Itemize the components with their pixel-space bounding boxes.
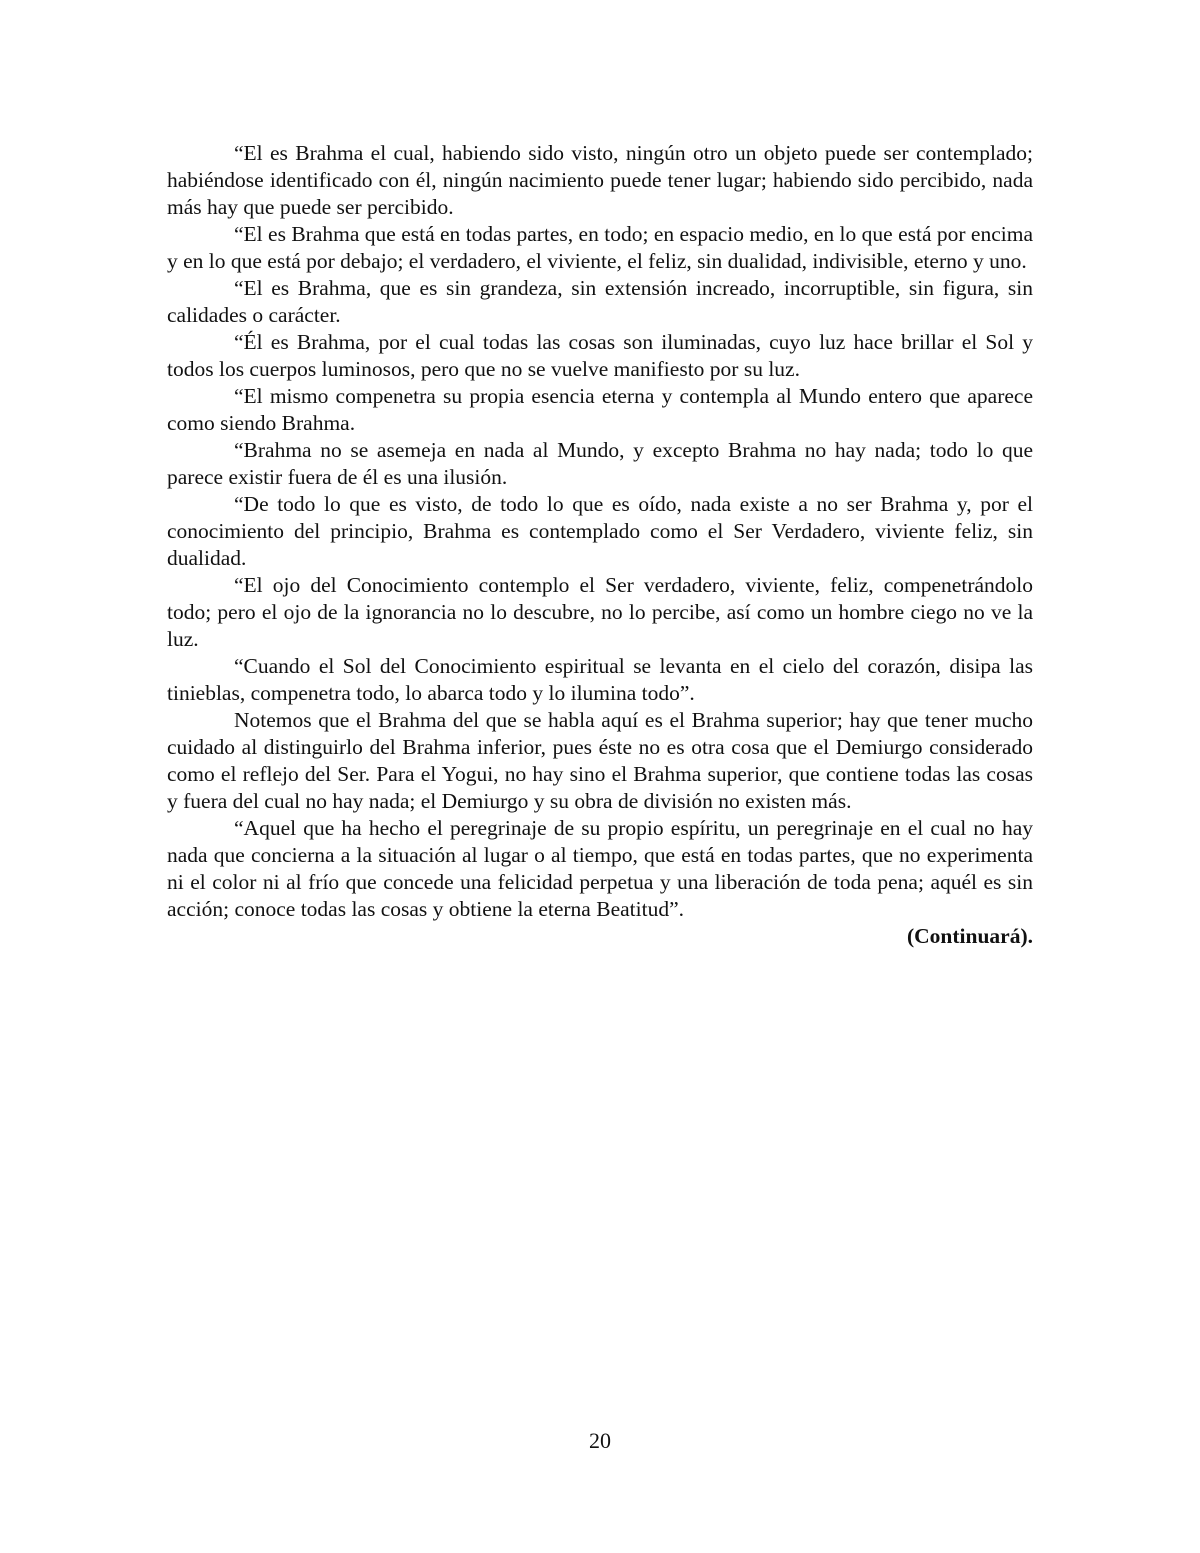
paragraph-6: “Brahma no se asemeja en nada al Mundo, y excepto Brahma no hay nada; todo lo que parece existir fuera de él es una ilusión. (167, 438, 1033, 489)
paragraph-8: “El ojo del Conocimiento contemplo el Ser verdadero, viviente, feliz, compenetrándolo todo; pero el ojo de la ignorancia no lo descubre, no lo percibe, así como un hombre ciego no ve la luz. (167, 573, 1033, 651)
paragraph-2: “El es Brahma que está en todas partes, en todo; en espacio medio, en lo que está por encima y en lo que está por debajo; el verdadero, el viviente, el feliz, sin dualidad, indivisible, eterno y uno. (167, 222, 1033, 273)
body-text (167, 140, 1033, 950)
paragraph-9: “Cuando el Sol del Conocimiento espiritual se levanta en el cielo del corazón, disipa las tinieblas, compenetra todo, lo abarca todo y lo ilumina todo”. (167, 654, 1033, 705)
paragraph-1: “El es Brahma el cual, habiendo sido visto, ningún otro un objeto puede ser contemplado; habiéndose identificado con él, ningún nacimiento puede tener lugar; habiendo sido percibido, nada más hay que puede ser percibido. (167, 141, 1033, 219)
page-number: 20 (589, 1428, 611, 1453)
paragraph-7: “De todo lo que es visto, de todo lo que es oído, nada existe a no ser Brahma y, por el conocimiento del principio, Brahma es contemplado como el Ser Verdadero, viviente feliz, sin dualidad. (167, 492, 1033, 570)
paragraph-11: “Aquel que ha hecho el peregrinaje de su propio espíritu, un peregrinaje en el cual no hay nada que concierna a la situación al lugar o al tiempo, que está en todas partes, que no experimenta ni el color ni al frío que concede una felicidad perpetua y una liberación de toda pena; aquél es sin acción; conoce todas las cosas y obtiene la eterna Beatitud”. (167, 816, 1033, 921)
paragraph-10: Notemos que el Brahma del que se habla aquí es el Brahma superior; hay que tener mucho cuidado al distinguirlo del Brahma inferior, pues éste no es otra cosa que el Demiurgo considerado como el reflejo del Ser. Para el Yogui, no hay sino el Brahma superior, que contiene todas las cosas y fuera del cual no hay nada; el Demiurgo y su obra de división no existen más. (167, 708, 1033, 813)
paragraph-4: “Él es Brahma, por el cual todas las cosas son iluminadas, cuyo luz hace brillar el Sol y todos los cuerpos luminosos, pero que no se vuelve manifiesto por su luz. (167, 330, 1033, 381)
paragraph-3: “El es Brahma, que es sin grandeza, sin extensión increado, incorruptible, sin figura, sin calidades o carácter. (167, 276, 1033, 327)
continuation-note: (Continuará). (906, 924, 1033, 948)
paragraph-5: “El mismo compenetra su propia esencia eterna y contempla al Mundo entero que aparece como siendo Brahma. (167, 384, 1033, 435)
